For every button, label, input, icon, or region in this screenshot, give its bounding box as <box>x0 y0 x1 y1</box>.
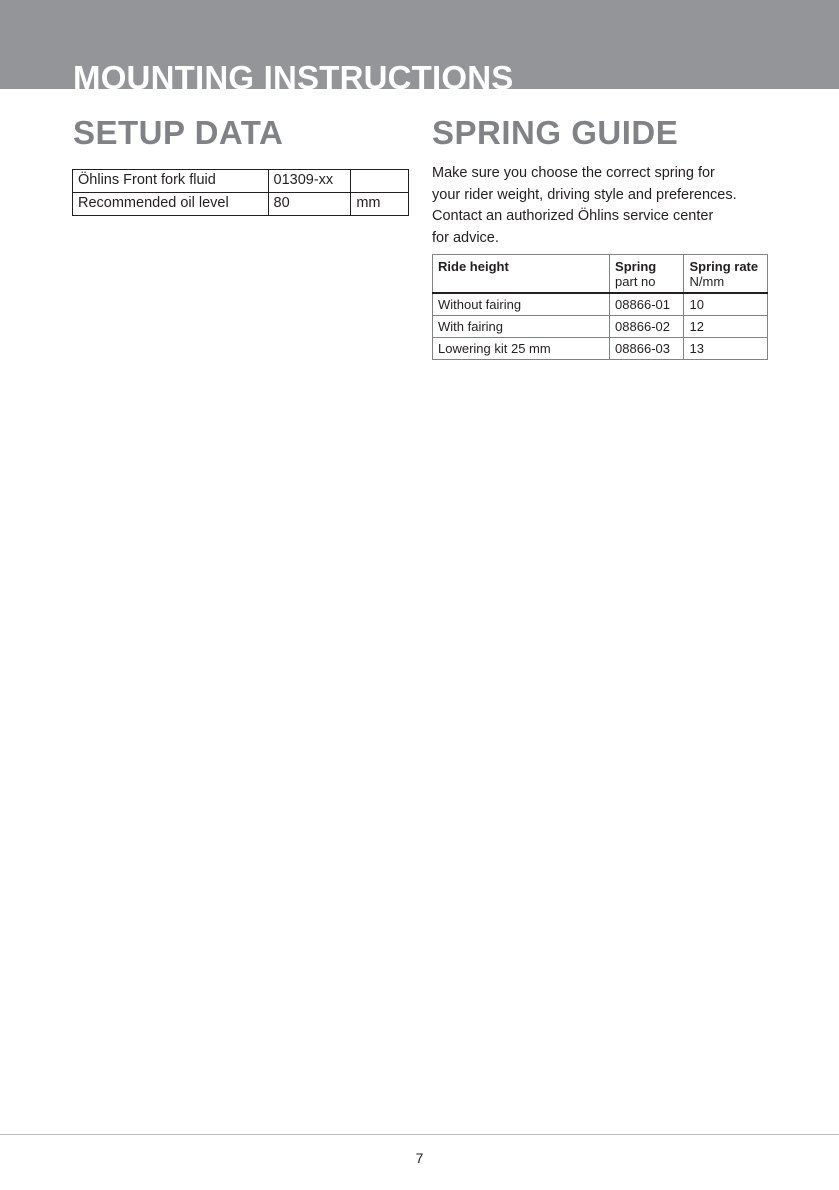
spring-rate-cell: 13 <box>684 338 768 360</box>
ride-height-cell: With fairing <box>433 316 610 338</box>
column-header-label: Ride height <box>438 259 509 274</box>
column-header-label: Spring rate <box>689 259 759 274</box>
table-header-row <box>433 255 768 294</box>
column-header-spring-part-no <box>610 255 684 294</box>
spring-part-no-cell: 08866-01 <box>610 293 684 316</box>
intro-line: for advice. <box>432 229 499 246</box>
setup-data-title: SETUP DATA <box>73 114 284 151</box>
table-row <box>73 170 409 193</box>
table-row <box>73 193 409 216</box>
header-band <box>0 0 839 89</box>
spring-part-no-cell: 08866-03 <box>610 338 684 360</box>
spring-guide-intro <box>432 163 782 249</box>
setup-label-cell: Öhlins Front fork fluid <box>73 170 269 193</box>
spring-guide-title: SPRING GUIDE <box>432 114 679 151</box>
setup-value-cell: 01309-xx <box>268 170 351 193</box>
setup-data-table <box>72 169 409 216</box>
table-row <box>433 293 768 316</box>
intro-line: Make sure you choose the correct spring for <box>432 165 715 181</box>
spring-rate-cell: 10 <box>684 293 768 316</box>
page-number: 7 <box>415 1150 424 1166</box>
ride-height-cell: Lowering kit 25 mm <box>433 338 610 360</box>
table-row <box>433 316 768 338</box>
setup-unit-cell <box>351 170 409 193</box>
spring-rate-cell: 12 <box>684 316 768 338</box>
setup-value-cell: 80 <box>268 193 351 216</box>
intro-line: Contact an authorized Öhlins service center <box>432 208 714 224</box>
column-header-ride-height <box>433 255 610 294</box>
spring-part-no-cell: 08866-02 <box>610 316 684 338</box>
setup-unit-cell: mm <box>351 193 409 216</box>
setup-label-cell: Recommended oil level <box>73 193 269 216</box>
column-header-sublabel: N/mm <box>689 274 725 289</box>
ride-height-cell: Without fairing <box>433 293 610 316</box>
page-header-title: MOUNTING INSTRUCTIONS <box>73 59 514 89</box>
intro-line: your rider weight, driving style and preferences. <box>432 186 737 203</box>
spring-guide-table <box>432 254 768 360</box>
column-header-label: Spring <box>615 259 657 274</box>
footer-divider <box>0 1134 839 1135</box>
table-row <box>433 338 768 360</box>
column-header-spring-rate <box>684 255 768 294</box>
column-header-sublabel: part no <box>615 274 656 289</box>
